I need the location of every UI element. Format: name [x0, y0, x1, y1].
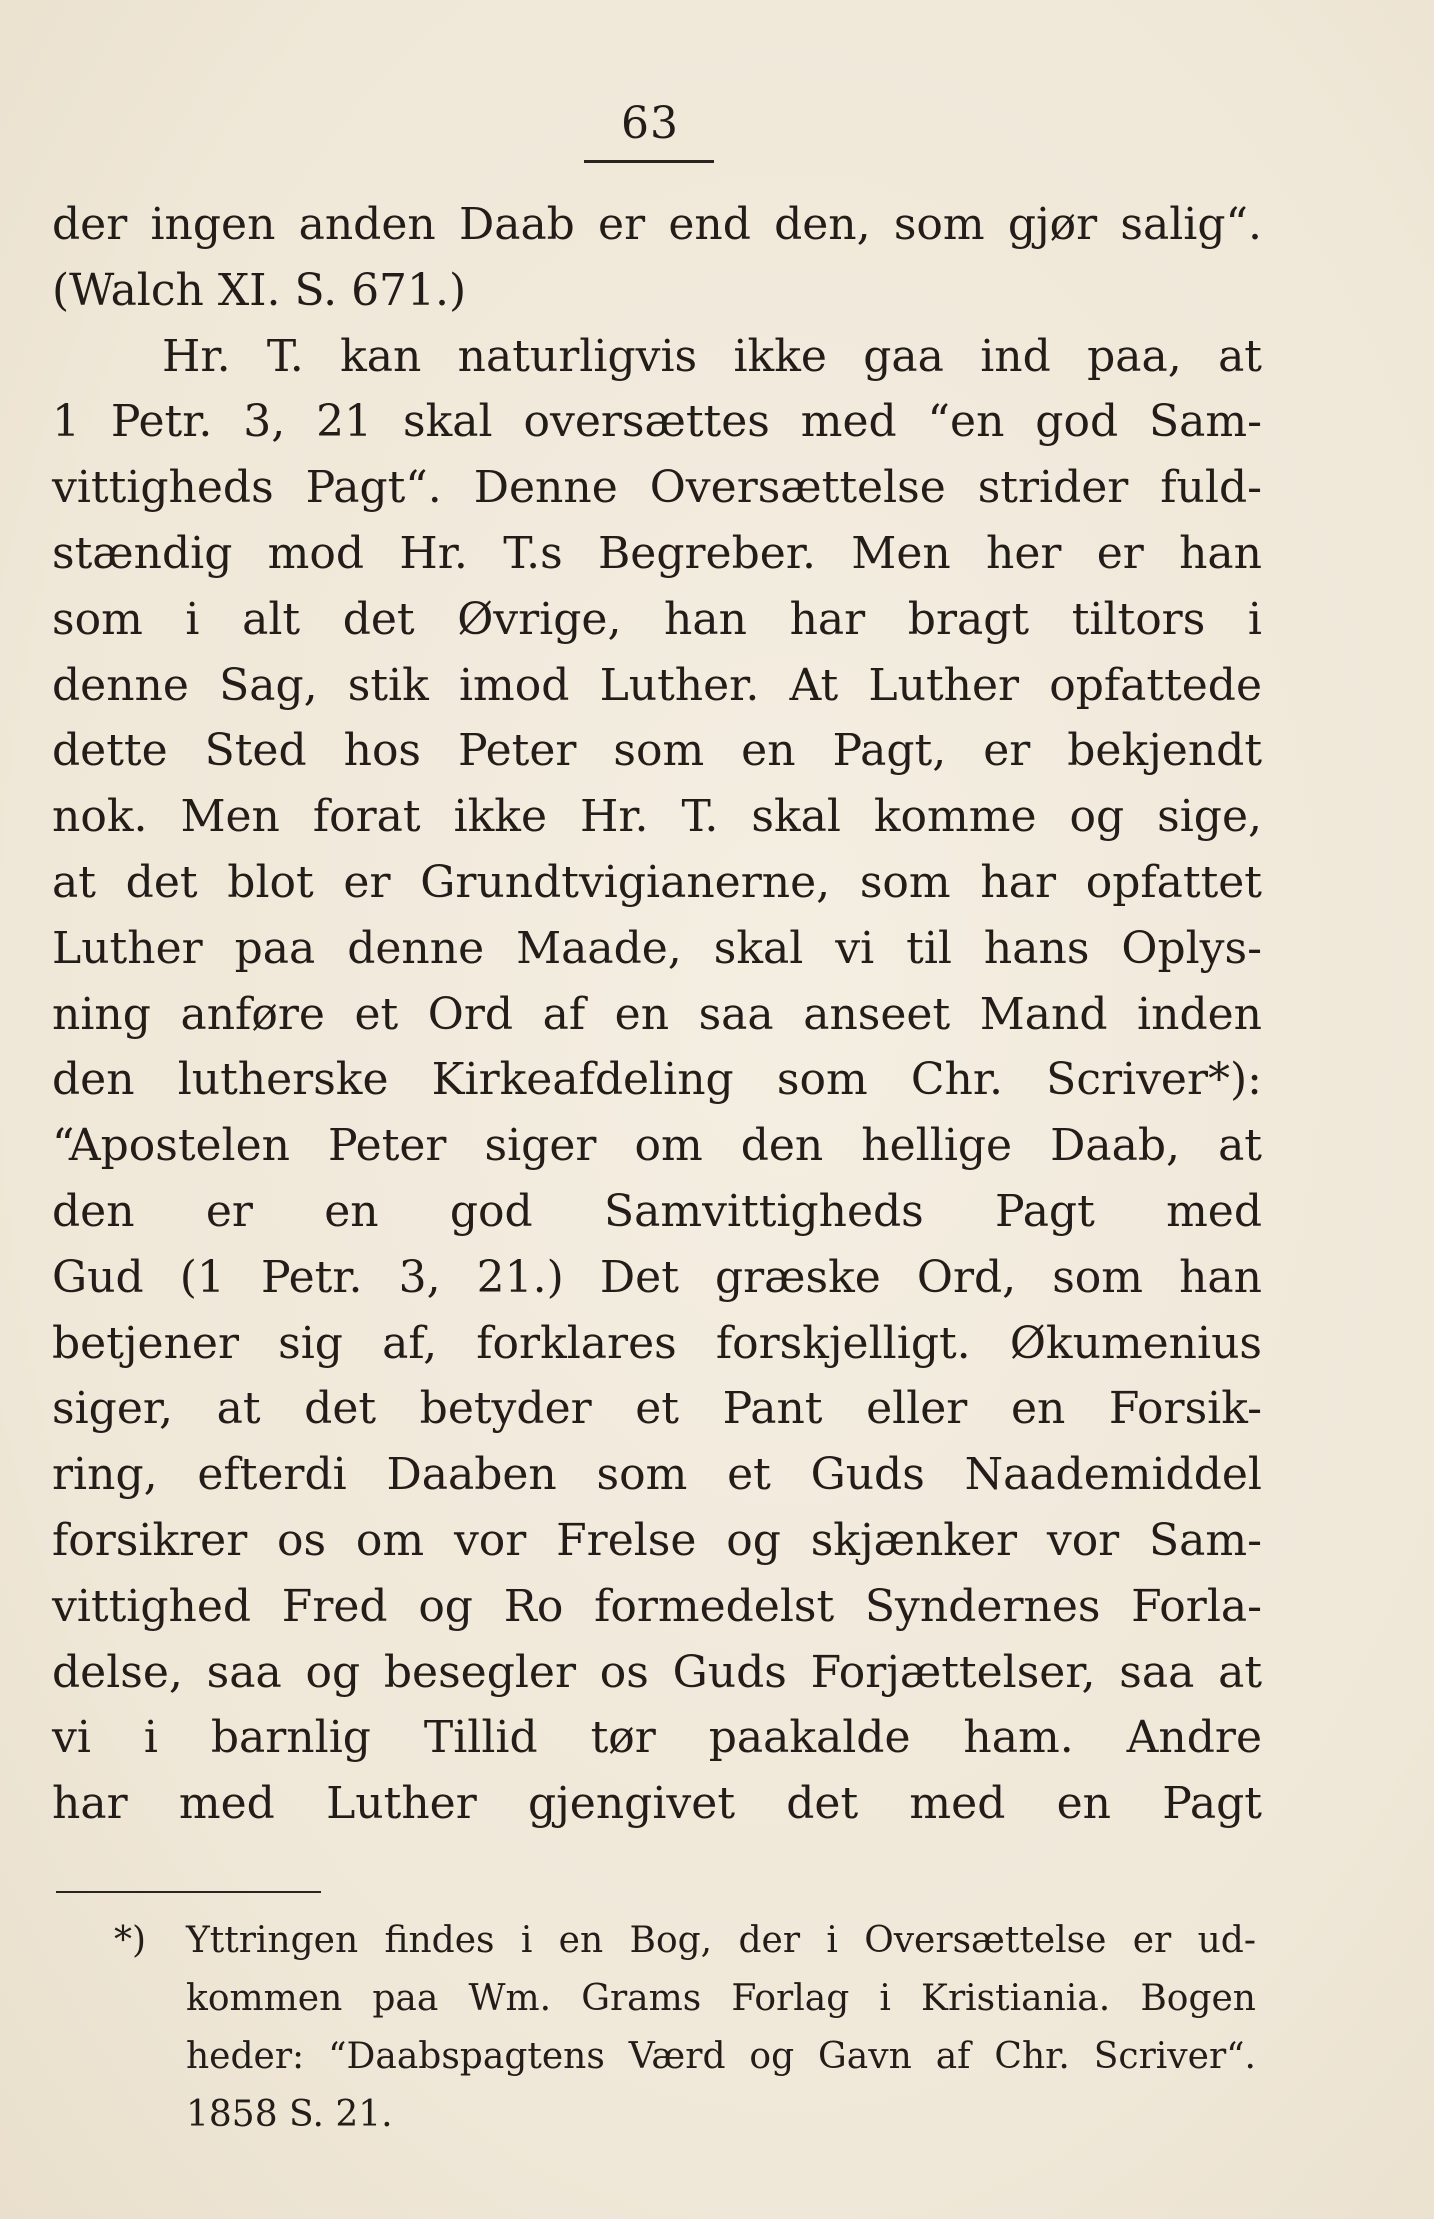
text-line: stændig mod Hr. T.s Begreber. Men her er han	[52, 527, 1262, 579]
text-line: siger, at det betyder et Pant eller en Forsik-	[52, 1383, 1262, 1435]
text-line: forsikrer os om vor Frelse og skjænker vor Sam-	[52, 1514, 1262, 1566]
text-line: vittighed Fred og Ro formedelst Syndernes Forla-	[52, 1580, 1262, 1632]
footnote-separator	[56, 1891, 321, 1893]
text-line: delse, saa og besegler os Guds Forjættelser, saa at	[52, 1646, 1262, 1698]
text-line: nok. Men forat ikke Hr. T. skal komme og sige,	[52, 791, 1262, 843]
text-line: ring, efterdi Daaben som et Guds Naademiddel	[52, 1449, 1262, 1501]
text-line: har med Luther gjengivet det med en Pagt	[52, 1778, 1262, 1830]
text-line: “Apostelen Peter siger om den hellige Daab, at	[52, 1120, 1262, 1172]
footnote-text: Yttringen findes i en Bog, der i Oversættelse er ud-	[186, 1920, 1256, 1961]
text-line: Luther paa denne Maade, skal vi til hans Oplys-	[52, 922, 1262, 974]
page-number: 63	[621, 98, 679, 149]
text-line: den lutherske Kirkeafdeling som Chr. Scriver*):	[52, 1054, 1262, 1106]
footnote-line: 1858 S. 21.	[186, 2094, 393, 2135]
text-line: vi i barnlig Tillid tør paakalde ham. Andre	[52, 1712, 1262, 1764]
text-line: denne Sag, stik imod Luther. At Luther opfattede	[52, 659, 1262, 711]
footnote	[56, 1912, 1256, 2144]
footnote-line	[56, 1912, 1256, 1970]
text-line: den er en god Samvittigheds Pagt med	[52, 1185, 1262, 1237]
text-line: at det blot er Grundtvigianerne, som har opfattet	[52, 856, 1262, 908]
body-text	[52, 192, 1262, 1837]
text-line: ning anføre et Ord af en saa anseet Mand inden	[52, 988, 1262, 1040]
text-line: vittigheds Pagt“. Denne Oversættelse strider fuld-	[52, 462, 1262, 514]
text-line: 1 Petr. 3, 21 skal oversættes med “en god Sam-	[52, 396, 1262, 448]
footnote-line: heder: “Daabspagtens Værd og Gavn af Chr. Scriver“.	[186, 2036, 1256, 2077]
footnote-marker: *)	[114, 1920, 147, 1961]
text-line: der ingen anden Daab er end den, som gjør salig“.	[52, 199, 1262, 250]
text-line: som i alt det Øvrige, han har bragt tiltors i	[52, 593, 1262, 645]
footnote-line: kommen paa Wm. Grams Forlag i Kristiania. Bogen	[186, 1978, 1256, 2019]
text-line: (Walch XI. S. 671.)	[52, 264, 467, 316]
text-line: Gud (1 Petr. 3, 21.) Det græske Ord, som han	[52, 1251, 1262, 1303]
text-line: Hr. T. kan naturligvis ikke gaa ind paa, at	[162, 330, 1262, 382]
text-line: betjener sig af, forklares forskjelligt. Økumenius	[52, 1317, 1262, 1369]
page-number-rule	[584, 160, 714, 163]
text-line: dette Sted hos Peter som en Pagt, er bekjendt	[52, 725, 1262, 777]
